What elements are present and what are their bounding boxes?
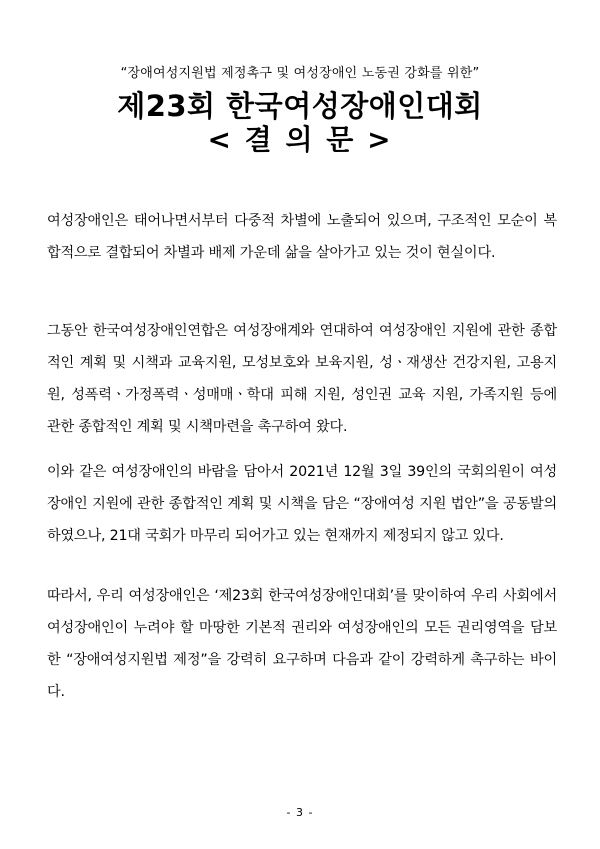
- document-type-heading: < 결 의 문 >: [207, 123, 393, 156]
- page-number: - 3 -: [286, 806, 314, 819]
- paragraph-4: 따라서, 우리 여성장애인은 ‘제23회 한국여성장애인대회’를 맞이하여 우리 사회에서 여성장애인이 누려야 할 마땅한 기본적 권리와 여성장애인의 모든 권리영역을 담보한 “장애여성지원법 제정”을 강력히 요구하며 다음과 같이 강력하게 촉구하는 바이다.: [47, 588, 557, 700]
- document-title: 제23회 한국여성장애인대회: [117, 89, 483, 123]
- paragraph-3: 이와 같은 여성장애인의 바람을 담아서 2021년 12월 3일 39인의 국회의원이 여성장애인 지원에 관한 종합적인 계획 및 시책을 담은 “장애여성 지원 법안”을 공동발의하였으나, 21대 국회가 마무리 되어가고 있는 현재까지 제정되지 않고 있다.: [47, 464, 557, 544]
- paragraph-1: 여성장애인은 태어나면서부터 다중적 차별에 노출되어 있으며, 구조적인 모순이 복합적으로 결합되어 차별과 배제 가운데 삶을 살아가고 있는 것이 현실이다.: [47, 213, 557, 261]
- paragraph-2: 그동안 한국여성장애인연합은 여성장애계와 연대하여 여성장애인 지원에 관한 종합적인 계획 및 시책과 교육지원, 모성보호와 보육지원, 성ㆍ재생산 건강지원, 고용지원, 성폭력ㆍ가정폭력ㆍ성매매ㆍ학대 피해 지원, 성인권 교육 지원, 가족지원 등에 관한 종합적인 계획 및 시책마련을 촉구하여 왔다.: [47, 323, 557, 435]
- document-subtitle: “장애여성지원법 제정촉구 및 여성장애인 노동권 강화를 위한”: [120, 66, 480, 81]
